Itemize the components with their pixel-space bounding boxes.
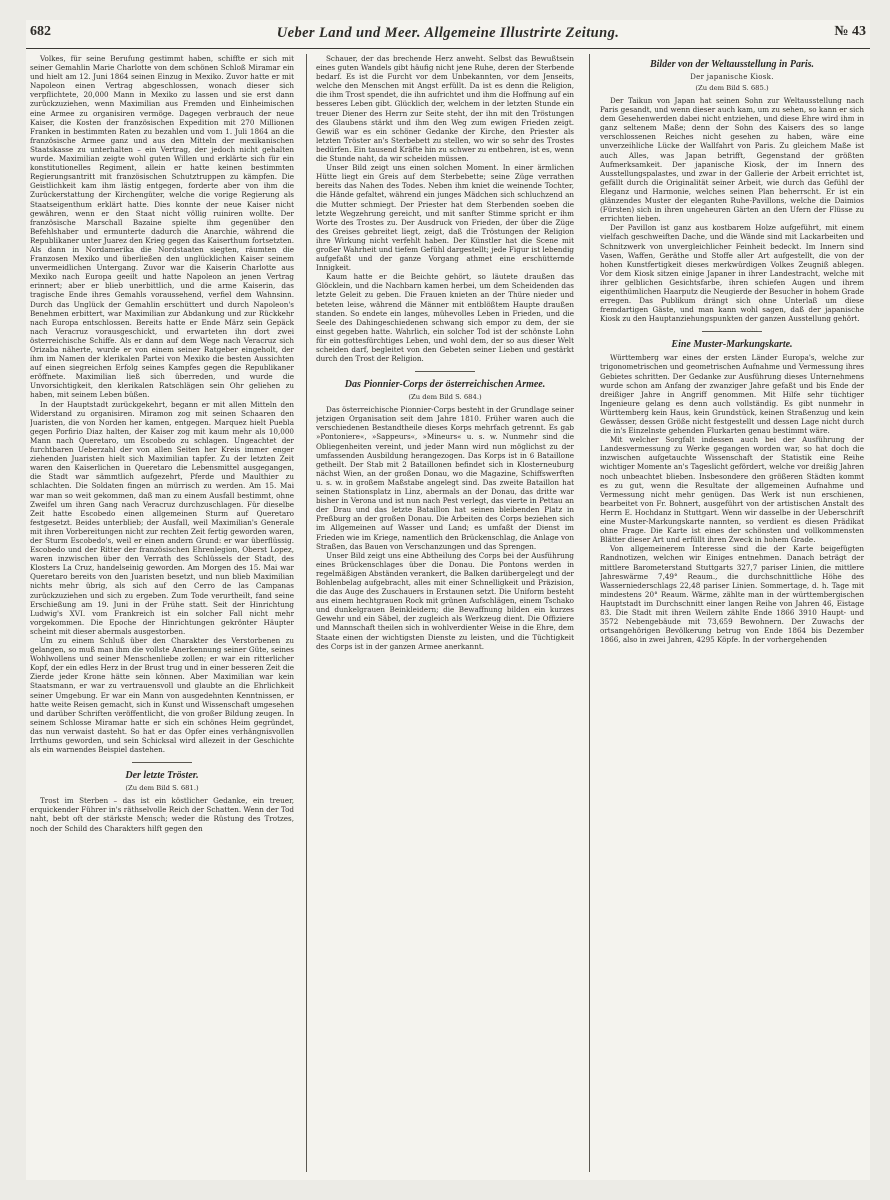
body-paragraph: Volkes, für seine Berufung gestimmt haben, schiffte er sich mit seiner Gemahlin Marie Charlotte von dem schönen Schloß Miramar ein und hielt am 12. Juni 1864 seinen Einzug in Mexiko. Zuvor hatte er mit Napoleon einen Vertrag abgeschlossen, wonach dieser sich verpflichtete, 20,000 Mann in Mexiko zu lassen und sie erst dann zurückzuziehen, wenn Maximilian aus Fremden und Einheimischen eine Armee zu organisiren vermöge. Dagegen verbrauch der neue Kaiser, die Kosten der französischen Expedition mit 270 Millionen Franken in bestimmten Raten zu bezahlen und vom 1. Juli 1864 an die französische Armee ganz und aus den Mitteln der mexikanischen Staatskasse zu unterhalten – ein Vertrag, der jedoch nicht gehalten wurde. Maximilian zeigte wohl guten Willen und erklärte sich für ein konstitutionelles Regiment, allein er hatte keinen bestimmten Regierungsantritt mit französischen Schutztruppen zu kämpfen. Die Geistlichkeit kam ihm lästig entgegen, forderte aber von ihm die Zurückerstattung der Kirchengüter, welche die vorige Regierung als Staatseigenthum erklärt hatte. Dies konnte der neue Kaiser nicht gewähren, wenn er den Staat nicht völlig ruiniren wollte. Der französische Marschall Bazaine spielte ihm gegenüber den Befehlshaber und ermunterte dadurch die Anarchie, während die Republikaner unter Juarez den Krieg gegen das Kaiserthum fortsetzten. Als dann in Nordamerika die Nordstaaten siegten, räumten die Franzosen Mexiko und überließen den unglücklichen Kaiser seinem unvermeidlichen Untergang. Zuvor war die Kaiserin Charlotte aus Mexiko nach Europa geeilt und hatte Napoleon an jenen Vertrag erinnert; aber er blieb unerbittlich, und die arme Kaiserin, das tragische Ende ihres Gemahls voraussehend, verfiel dem Wahnsinn. Durch das Unglück der Gemahlin erschüttert und durch Napoleon's Benehmen erbittert, war Maximilian zur Abdankung und zur Rückkehr nach Europa entschlossen. Bereits hatte er Ende März sein Gepäck nach Veracruz vorausgeschickt, und erwarteten ihn dort zwei österreichische Schiffe. Als er dann auf dem Wege nach Veracruz sich Orizaba näherte, wurde er von einem seiner Ratgeber eingeholt, der ihm im Namen der klerikalen Partei von Mexiko die besten Aussichten auf einen siegreichen Erfolg seines Kampfes gegen die Republikaner eröffnete. Maximilian ließ sich überreden, und wurde die Unvorsichtigkeit, den klerikalen Ratschlägen sein Ohr geliehen zu haben, mit seinem Leben büßen. bbox=[30, 54, 294, 400]
article-title: Das Pionnier-Corps der österreichischen Armee. bbox=[344, 379, 546, 391]
article-title: Bilder von der Weltausstellung in Paris. bbox=[649, 59, 815, 70]
body-paragraph: Unser Bild zeigt uns einen solchen Moment. In einer ärmlichen Hütte liegt ein Greis auf dem Sterbebette; seine Züge verrathen bereits das Nahen des Todes. Neben ihm kniet die weinende Tochter, die Hände gefaltet, während ein junges Mädchen sich schluchzend an die Mutter schmiegt. Der Priester hat dem Sterbenden soeben die letzte Wegzehrung gereicht, und mit sanfter Stimme spricht er ihm Worte des Trostes zu. Der Ausdruck von Frieden, der über die Züge des Greises gebreitet liegt, zeigt, daß die Tröstungen der Religion ihre Wirkung nicht verfehlt haben. Der Künstler hat die Scene mit großer Wahrheit und tiefem Gefühl dargestellt; jede Figur ist lebendig aufgefaßt und der ganze Vorgang athmet eine erschütternde Innigkeit. bbox=[316, 163, 574, 273]
body-paragraph: Württemberg war eines der ersten Länder Europa's, welche zur trigonometrischen und geometrischen Aufnahme und Vermessung ihres Gebietes schritten. Der Gedanke zur Ausführung dieses Unternehmens wurde schon am Anfang der zwanziger Jahre gefaßt und bis Ende der dreißiger Jahre in Angriff genommen. Mit Hilfe sehr tüchtiger Ingenieure gelang es denn auch vollständig. Es gibt nunmehr in Württemberg kein Haus, kein Grundstück, keinen Straßenzug und kein Gewässer, dessen Größe nicht festgestellt und dessen Lage nicht durch die in's Einzelnste gehenden Flurkarten genau bestimmt wäre. bbox=[600, 353, 864, 436]
body-paragraph: Von allgemeinerem Interesse sind die der Karte beigefügten Randnotizen, welchen wir Einiges entnehmen. Danach beträgt der mittlere Barometerstand Stuttgarts 327,7 pariser Linien, die mittlere Jahreswärme 7,49° Reaum., die durchschnittliche Höhe des Wasserniederschlags 22,48 pariser Linien. Sommertage, d. h. Tage mit mindestens 20° Reaum. Wärme, zählte man in der württembergischen Hauptstadt im Durchschnitt einer langen Reihe von Jahren 46, Eistage 83. Die Stadt mit ihren Weilern zählte Ende 1866 3910 Haupt- und 3572 Nebengebäude mit 73,659 Bewohnern. Der Zuwachs der ortsangehörigen Bevölkerung betrug von Ende 1864 bis Dezember 1866, also in zwei Jahren, 4295 Köpfe. In der vorhergehenden bbox=[600, 544, 864, 645]
article-title: Eine Muster-Markungskarte. bbox=[671, 339, 793, 351]
running-head bbox=[26, 20, 870, 49]
column-rule bbox=[306, 54, 307, 1172]
body-paragraph: In der Hauptstadt zurückgekehrt, begann er mit allen Mitteln den Widerstand zu organisiren. Miramon zog mit seinen Schaaren den Juaristen, die von Norden her kamen, entgegen. Marquez hielt Puebla gegen Porfirio Diaz halten, der Kaiser zog mit kaum mehr als 10,000 Mann nach Queretaro, um Escobedo zu schlagen. Ungeachtet der furchtbaren Ueberzahl der von allen Seiten her Kreis immer enger ziehenden Juaristen hielt sich Maximilian tapfer. Zu der letzten Zeit waren den Kaiserlichen in Queretaro die Lebensmittel ausgegangen, die Stadt war sämmtlich aufgezehrt, Pferde und Maulthier zu schlachten. Die Soldaten fingen an mürrisch zu werden. Am 15. Mai war man so weit gekommen, daß man zu einem Ausfall bestimmt, ohne Zweifel um ihren Gang nach Veracruz durchzuschlagen. Für dieselbe Zeit hatte Escobedo einen allgemeinen Sturm auf Queretaro festgesetzt. Beides unterblieb; der Ausfall, weil Maximilian's Generale mit ihren Vorbereitungen nicht zur rechten Zeit fertig geworden waren, der Sturm Escobedo's, weil er einen andern Grund: er war überflüssig. Escobedo und der Ritter der französischen Ehrenlegion, Oberst Lopez, waren inzwischen über den Verrath des Schlüssels der Stadt, des Klosters La Cruz, handelseinig geworden. Am Morgen des 15. Mai war Queretaro bereits von den Juaristen besetzt, und nun blieb Maximilian nichts mehr übrig, als sich auf den Cerro de las Campanas zurückzuziehen und sich zu ergeben. Zum Tode verurtheilt, fand seine Erschießung am 19. Juni in der Frühe statt. Seit der Hinrichtung Ludwig's XVI. vom Frankreich ist ein solcher Fall nicht mehr vorgekommen. Die Epoche der Hinrichtungen gekrönter Häupter scheint mit dieser abermals ausgestorben. bbox=[30, 399, 294, 636]
column-middle bbox=[316, 54, 574, 1174]
article-reference: (Zu dem Bild S. 685.) bbox=[695, 84, 769, 92]
article-subtitle: Der japanische Kiosk. bbox=[690, 73, 774, 81]
section-divider bbox=[132, 762, 192, 763]
column-left bbox=[30, 54, 294, 1174]
column-rule bbox=[589, 54, 590, 1172]
body-paragraph: Der Pavillon ist ganz aus kostbarem Holze aufgeführt, mit einem vielfach geschweiften Dache, und die Wände sind mit Lackarbeiten und Schnitzwerk von unvergleichlicher Feinheit bedeckt. Im Innern sind Vasen, Waffen, Geräthe und Stoffe aller Art aufgestellt, die von der hohen Kunstfertigkeit dieses merkwürdigen Volkes Zeugniß ablegen. Vor dem Kiosk sitzen einige Japaner in ihrer Landestracht, welche mit ihrer gelblichen Gesichtsfarbe, ihren schiefen Augen und ihrem eigenthümlichen Haarputz die Neugierde der Besucher in hohem Grade erregen. Das Publikum drängt sich ohne Unterlaß um diese fremdartigen Gäste, und man kann wohl sagen, daß der japanische Kiosk zu den Hauptanziehungspunkten der ganzen Ausstellung gehört. bbox=[600, 223, 864, 324]
body-paragraph: Mit welcher Sorgfalt indessen auch bei der Ausführung der Landesvermessung zu Werke gegangen worden war, so hat doch die inzwischen aufgetauchte Wissenschaft der Statistik eine Reihe wichtiger Momente an's Tageslicht gefördert, welche vor dreißig Jahren noch unbeachtet blieben. Insbesondere den größeren Städten kommt es zu gut, wenn die Resultate der allgemeinen Aufnahme und Vermessung nicht mehr genügen. Das Werk ist nun erschienen, bearbeitet von Fr. Bohnert, ausgeführt von der artistischen Anstalt des Herrn E. Hochdanz in Stuttgart. Wenn wir dasselbe in der Ueberschrift eine Muster-Markungskarte nannten, so verdient es diesen Prädikat ohne Frage. Die Karte ist eines der schönsten und vollkommensten Blätter dieser Art und erfüllt ihren Zweck in hohem Grade. bbox=[600, 435, 864, 545]
masthead: Ueber Land und Meer. Allgemeine Illustrirte Zeitung. bbox=[276, 25, 620, 41]
article-title: Der letzte Tröster. bbox=[125, 770, 199, 782]
body-paragraph: Trost im Sterben – das ist ein köstlicher Gedanke, ein treuer, erquickender Führer in's räthselvolle Reich der Schatten. Wenn der Tod naht, bebt oft der stärkste Mensch; weder die Rüstung des Trotzes, noch der Schild des Charakters hilft gegen den bbox=[30, 796, 294, 833]
body-paragraph: Der Taikun von Japan hat seinen Sohn zur Weltausstellung nach Paris gesandt, und wenn dieser auch kam, um zu sehen, so kann er sich dem Gesehenwerden dabei nicht entziehen, und diese Ehre wird ihm in ganz seltenem Maße; denn der Sohn des Kaisers des so lange verschlossenen Reiches nicht gesehen zu haben, wäre eine unverzeihliche Lücke der Wallfahrt von Paris. Zu gleichem Maße ist auch Alles, was Japan betrifft, Gegenstand der größten Aufmerksamkeit. Der japanische Kiosk, der im Innern des Ausstellungspalastes, und zwar in der Gallerie der Arbeit errichtet ist, gefällt durch die Originalität seiner Arbeit, wie durch das Gefühl der Eleganz und Harmonie, welches seinen Plan beherrscht. Er ist ein glänzendes Muster der eleganten Ruhe-Pavillons, welche die Daimios (Fürsten) sich in ihren ungeheuren Gärten an den Ufern der Flüsse zu errichten lieben. bbox=[600, 96, 864, 224]
body-paragraph: Um zu einem Schluß über den Charakter des Verstorbenen zu gelangen, so muß man ihm die vollste Anerkennung seiner Güte, seines Wohlwollens und seiner Menschenliebe zollen; er war ein ritterlicher Kopf, der ein edles Herz in der Brust trug und in einer besseren Zeit die Zierde jeder Krone hätte sein können. Aber Maximilian war kein Staatsmann, er war zu vertrauensvoll und glaubte an die Ehrlichkeit seiner Umgebung. Er war ein Mann von ausgedehnten Kenntnissen, er hatte weite Reisen gemacht, sich in Kunst und Wissenschaft umgesehen und darüber Schriften veröffentlicht, die von großer Bildung zeugen. In seinem Schlosse Miramar hatte er sich ein schönes Heim gegründet, das nun verwaist dasteht. So hat er das Opfer eines verhängnisvollen Irrthums geworden, und sein Schicksal wird allezeit in der Geschichte als ein warnendes Beispiel dastehen. bbox=[30, 636, 294, 755]
section-divider bbox=[702, 331, 762, 332]
column-right bbox=[600, 54, 864, 1174]
body-paragraph: Das österreichische Pionnier-Corps besteht in der Grundlage seiner jetzigen Organisation seit dem Jahre 1810. Früher waren auch die verschiedenen Bestandtheile dieses Korps mehrfach getrennt. Es gab »Pontoniere«, »Sappeurs«, »Mineurs« u. s. w. Nunmehr sind die Obliegenheiten vereint, und jeder Mann wird nun möglichst zu der umfassenden Ausbildung herangezogen. Das Korps ist in 6 Bataillone getheilt. Der Stab mit 2 Bataillonen befindet sich in Klosterneuburg nächst Wien, an der großen Donau, wo die Magazine, Schiffswerften u. s. w. in großem Maßstabe angelegt sind. Das zweite Bataillon hat seinen Stationsplatz in Linz, abermals an der Donau, das dritte war bisher in Verona und ist nun nach Pest verlegt, das vierte in Pettau an der Drau und das letzte Bataillon hat seinen bleibenden Platz in Preßburg an der großen Donau. Die Arbeiten des Corps beziehen sich im Allgemeinen auf Wasser und Land; es umfaßt der Dienst im Frieden wie im Kriege, namentlich den Brückenschlag, die Anlage von Straßen, das Bauen von Verschanzungen und das Sprengen. bbox=[316, 405, 574, 551]
newspaper-page bbox=[26, 20, 870, 1180]
page-number: 682 bbox=[30, 24, 51, 39]
body-paragraph: Unser Bild zeigt uns eine Abtheilung des Corps bei der Ausführung eines Brückenschlages über die Donau. Die Pontons werden in regelmäßigen Abständen verankert, die Balken darübergelegt und der Bohlenbelag aufgebracht, alles mit einer Schnelligkeit und Präzision, die das Auge des Zuschauers in Erstaunen setzt. Die Uniform besteht aus einem hechtgrauen Rock mit grünen Aufschlägen, einem Tschako und dunkelgrauen Beinkleidern; die Bewaffnung bilden ein kurzes Gewehr und ein Säbel, der zugleich als Werkzeug dient. Die Offiziere und Mannschaft theilen sich in wohlverdienter Weise in die Ehre, dem Staate einen der wichtigsten Dienste zu leisten, und die Tüchtigkeit des Corps ist in der ganzen Armee anerkannt. bbox=[316, 550, 574, 651]
body-paragraph: Schauer, der das brechende Herz anweht. Selbst das Bewußtsein eines guten Wandels gibt häufig nicht jene Ruhe, deren der Sterbende bedarf. Es ist die Furcht vor dem Unbekannten, vor dem Jenseits, welche den Menschen mit Angst erfüllt. Da ist es denn die Religion, die ihm Trost spendet, die ihn aufrichtet und ihm die Hoffnung auf ein besseres Leben gibt. Glücklich der, welchem in der letzten Stunde ein treuer Diener des Herrn zur Seite steht, der ihn mit den Tröstungen des Glaubens stärkt und ihm den Weg zum ewigen Frieden zeigt. Gewiß war es ein schöner Gedanke der Kirche, den Priester als letzten Tröster an's Sterbebett zu stellen, wo wir so sehr des Trostes bedürfen. Ein tausend Kräfte hin zu schwer zu entbehren, ist es, wenn die Stunde naht, da wir scheiden müssen. bbox=[316, 54, 574, 164]
article-reference: (Zu dem Bild S. 684.) bbox=[408, 393, 482, 402]
body-paragraph: Kaum hatte er die Beichte gehört, so läutete draußen das Glöcklein, und die Nachbarn kamen herbei, um dem Scheidenden das letzte Geleit zu geben. Die Frauen knieten an der Thüre nieder und beteten leise, während die Männer mit entblößtem Haupte draußen standen. So endete ein langes, mühevolles Leben in Frieden, und die Seele des Dahingeschiedenen schwang sich empor zu dem, der sie einst gegeben hatte. Wahrlich, ein solcher Tod ist der schönste Lohn für ein gottesfürchtiges Leben, und wohl dem, der so aus dieser Welt scheiden darf, begleitet von den Gebeten seiner Lieben und gestärkt durch den Trost der Religion. bbox=[316, 272, 574, 364]
issue-number: № 43 bbox=[834, 24, 866, 39]
section-divider bbox=[415, 371, 475, 372]
article-reference: (Zu dem Bild S. 681.) bbox=[125, 784, 199, 793]
